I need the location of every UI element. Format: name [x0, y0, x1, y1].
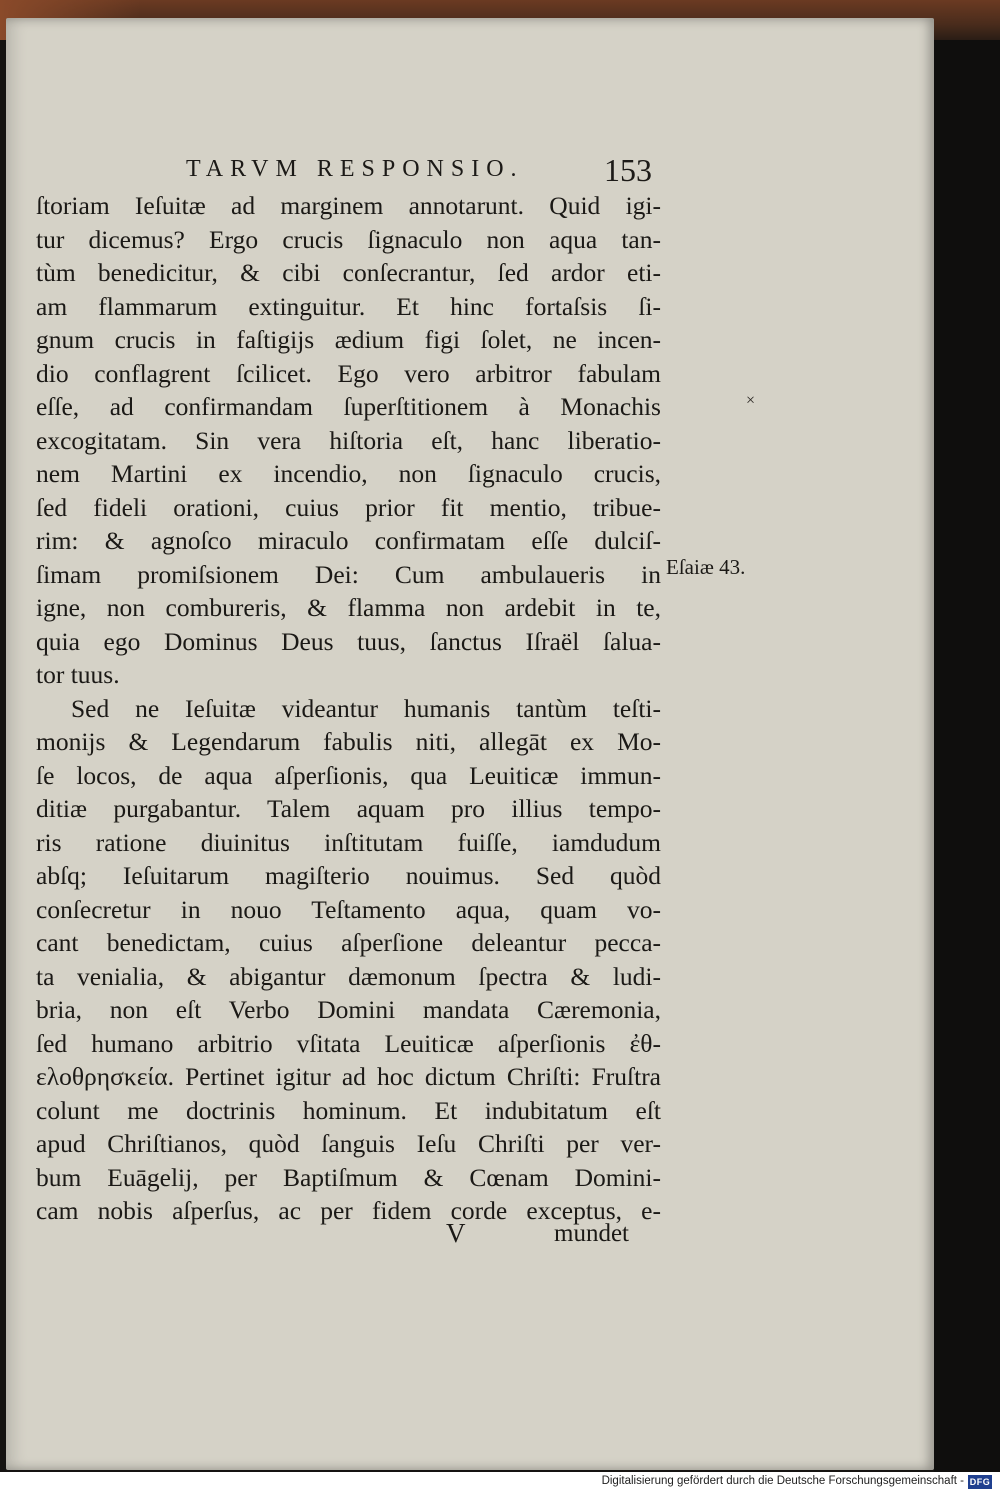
running-head: TARVM RESPONSIO. — [186, 156, 524, 182]
text-line: colunt me doctrinis hominum. Et indubitatum eſt — [36, 1095, 661, 1125]
text-line: bria, non eſt Verbo Domini mandata Cæremonia, — [36, 995, 661, 1024]
text-line: ſe locos, de aqua aſperſionis, qua Leuiticæ immun- — [36, 760, 661, 790]
book-page — [6, 18, 934, 1470]
catchword: mundet — [554, 1220, 629, 1247]
text-line: ſed humano arbitrio vſitata Leuiticæ aſperſionis ἐθ- — [36, 1028, 661, 1058]
text-line: apud Chriſtianos, quòd ſanguis Ieſu Chriſti per ver- — [36, 1129, 661, 1158]
page-shadow — [934, 40, 1000, 1472]
text-line: tùm benedicitur, & cibi conſecrantur, ſed ardor eti- — [36, 258, 661, 287]
text-line: ελοθρησκεία. Pertinet igitur ad hoc dictum Chriſti: Fruſtra — [36, 1062, 661, 1091]
text-line: nem Martini ex incendio, non ſignaculo crucis, — [36, 459, 661, 488]
text-line: cam nobis aſperſus, ac per fidem corde exceptus, e- — [36, 1196, 661, 1225]
paragraph-start-line: Sed ne Ieſuitæ videantur humanis tantùm teſti- — [71, 693, 661, 723]
text-line: eſſe, ad confirmandam ſuperſtitionem à Monachis — [36, 392, 661, 421]
text-line: tor tuus. — [36, 660, 120, 689]
text-line: rim: & agnoſco miraculo confirmatam eſſe dulciſ- — [36, 526, 661, 555]
text-line: ta venialia, & abigantur dæmonum ſpectra & ludi- — [36, 961, 661, 991]
text-line: quia ego Dominus Deus tuus, ſanctus Iſraël ſalua- — [36, 626, 661, 656]
text-line: cant benedictam, cuius aſperſione deleantur pecca- — [36, 928, 661, 957]
dfg-logo: DFG — [969, 1477, 991, 1487]
catchline — [446, 1218, 651, 1252]
text-line: ſed fideli orationi, cuius prior fit mentio, tribue- — [36, 492, 661, 522]
text-line: dio conflagrent ſcilicet. Ego vero arbitror fabulam — [36, 358, 661, 388]
text-line: tur dicemus? Ergo crucis ſignaculo non aqua tan- — [36, 224, 661, 254]
margin-note: Eſaiæ 43. — [666, 555, 746, 579]
text-line: bum Euāgelij, per Baptiſmum & Cœnam Domini- — [36, 1162, 661, 1192]
text-line: excogitatam. Sin vera hiſtoria eſt, hanc liberatio- — [36, 425, 661, 455]
funding-credit: Digitalisierung gefördert durch die Deutsche Forschungsgemeinschaft - — [601, 1475, 964, 1487]
text-line: igne, non combureris, & flamma non ardebit in te, — [36, 593, 661, 622]
text-line: ditiæ purgabantur. Talem aquam pro illius tempo- — [36, 794, 661, 823]
text-block — [36, 189, 661, 1228]
text-line: ris ratione diuinitus inſtitutam fuiſſe, iamdudum — [36, 827, 661, 857]
text-line: ſimam promiſsionem Dei: Cum ambulaueris in — [36, 559, 661, 589]
margin-mark: × — [746, 392, 756, 409]
text-line: monijs & Legendarum fabulis niti, allegāt ex Mo- — [36, 727, 661, 756]
page-number: 153 — [604, 152, 652, 188]
text-line: ſtoriam Ieſuitæ ad marginem annotarunt. Quid igi- — [36, 191, 661, 220]
text-line: am flammarum extinguitur. Et hinc fortaſsis ſi- — [36, 291, 661, 321]
signature-mark: V — [446, 1218, 466, 1248]
footer-bar — [0, 1472, 1000, 1493]
text-line: gnum crucis in faſtigijs ædium figi ſolet, ne incen- — [36, 325, 661, 354]
text-line: conſecretur in nouo Teſtamento aqua, quam vo- — [36, 894, 661, 924]
text-line: abſq; Ieſuitarum magiſterio nouimus. Sed quòd — [36, 861, 661, 890]
